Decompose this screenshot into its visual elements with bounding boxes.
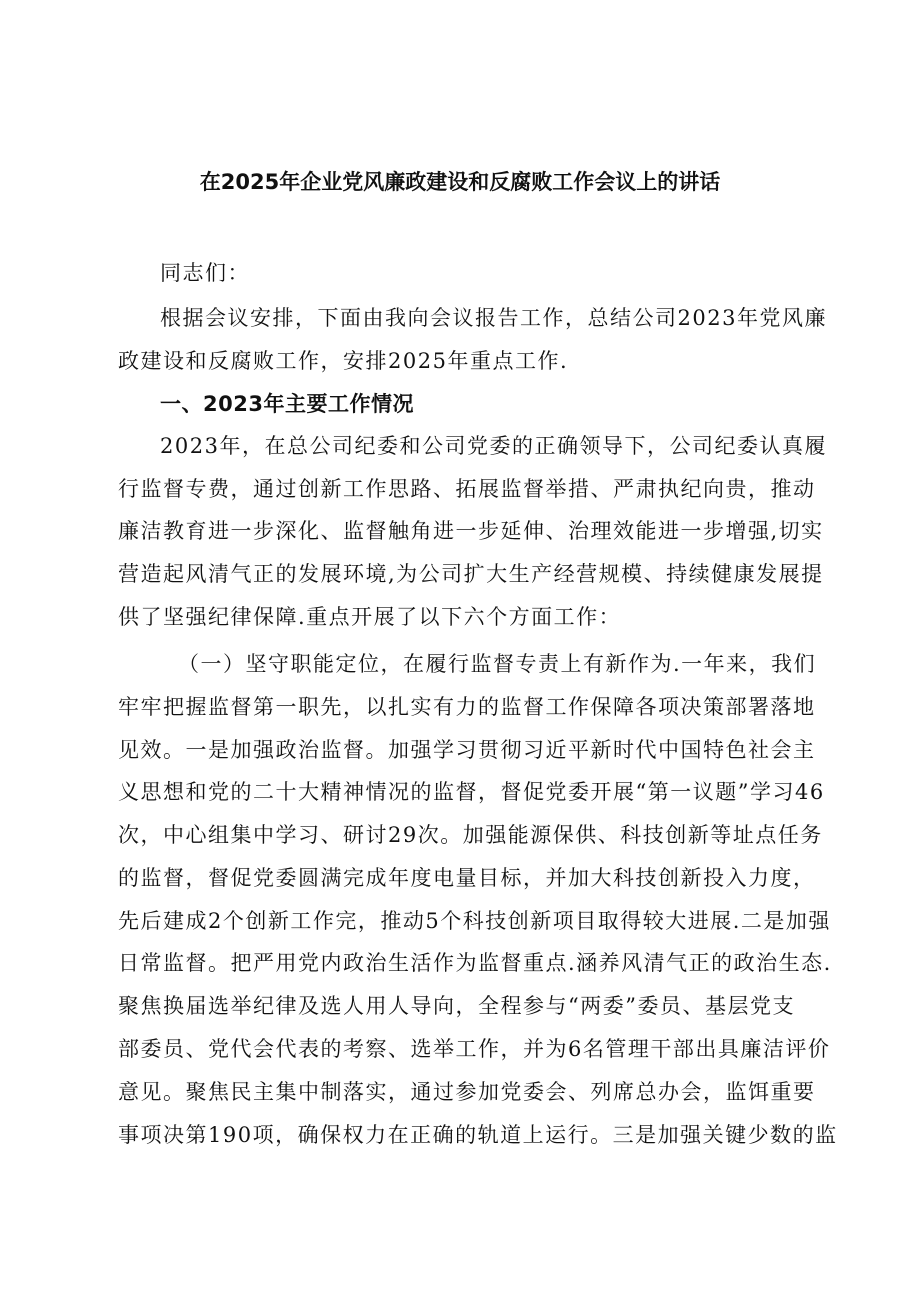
paragraph-line: 政建设和反腐败工作，安排2025年重点工作. <box>118 349 569 373</box>
salutation: 同志们： <box>160 261 250 285</box>
section-heading: 一、2023年主要工作情况 <box>160 392 414 416</box>
paragraph-line: 见效。一是加强政治监督。加强学习贯彻习近平新时代中国特色社会主 <box>118 738 816 762</box>
document-title: 在2025年企业党风廉政建设和反腐败工作会议上的讲话 <box>199 170 721 194</box>
paragraph-line: 行监督专费，通过创新工作思路、拓展监督举措、严肃执纪向贵，推动 <box>118 477 816 501</box>
paragraph-line: 先后建成2个创新工作完，推动5个科技创新项目取得较大进展.二是加强 <box>118 909 831 933</box>
paragraph-line: 意见。聚焦民主集中制落实，通过参加党委会、列席总办会，监饵重要 <box>118 1080 816 1104</box>
paragraph-line: （一）坚守职能定位，在履行监督专责上有新作为.一年来，我们 <box>178 652 817 676</box>
paragraph-line: 义思想和党的二十大精神情况的监督，督促党委开展“第一议题”学习46 <box>118 780 825 804</box>
paragraph-line: 2023年，在总公司纪委和公司党委的正确领导下，公司纪委认真履 <box>160 434 827 458</box>
paragraph-line: 牢牢把握监督第一职先，以扎实有力的监督工作保障各项决策部署落地 <box>118 695 816 719</box>
paragraph-line: 的监督，督促党委圆满完成年度电量目标，并加大科技创新投入力度， <box>118 866 816 890</box>
paragraph-line: 营造起风清气正的发展环境,为公司扩大生产经营规模、持续健康发展提 <box>118 562 824 586</box>
paragraph-line: 日常监督。把严用党内政治生活作为监督重点.涵养风清气正的政治生态. <box>118 951 832 975</box>
paragraph-line: 廉洁教育进一步深化、监督触角进一步延伸、治理效能进一步增强,切实 <box>118 519 824 543</box>
paragraph-line: 供了坚强纪律保障.重点开展了以下六个方面工作： <box>118 605 622 629</box>
paragraph-line: 根据会议安排，下面由我向会议报告工作，总结公司2023年党风廉 <box>160 306 827 330</box>
paragraph-line: 聚焦换届选举纪律及选人用人导向，全程参与“两委”委员、基层党支 <box>118 994 795 1018</box>
paragraph-line: 次，中心组集中学习、研讨29次。加强能源保供、科技创新等址点任务 <box>118 823 823 847</box>
paragraph-line: 部委员、党代会代表的考察、选举工作，并为6名管理干部出具廉洁评价 <box>118 1037 831 1061</box>
paragraph-line: 事项决第190项，确保权力在正确的轨道上运行。三是加强关键少数的监 <box>118 1123 838 1147</box>
